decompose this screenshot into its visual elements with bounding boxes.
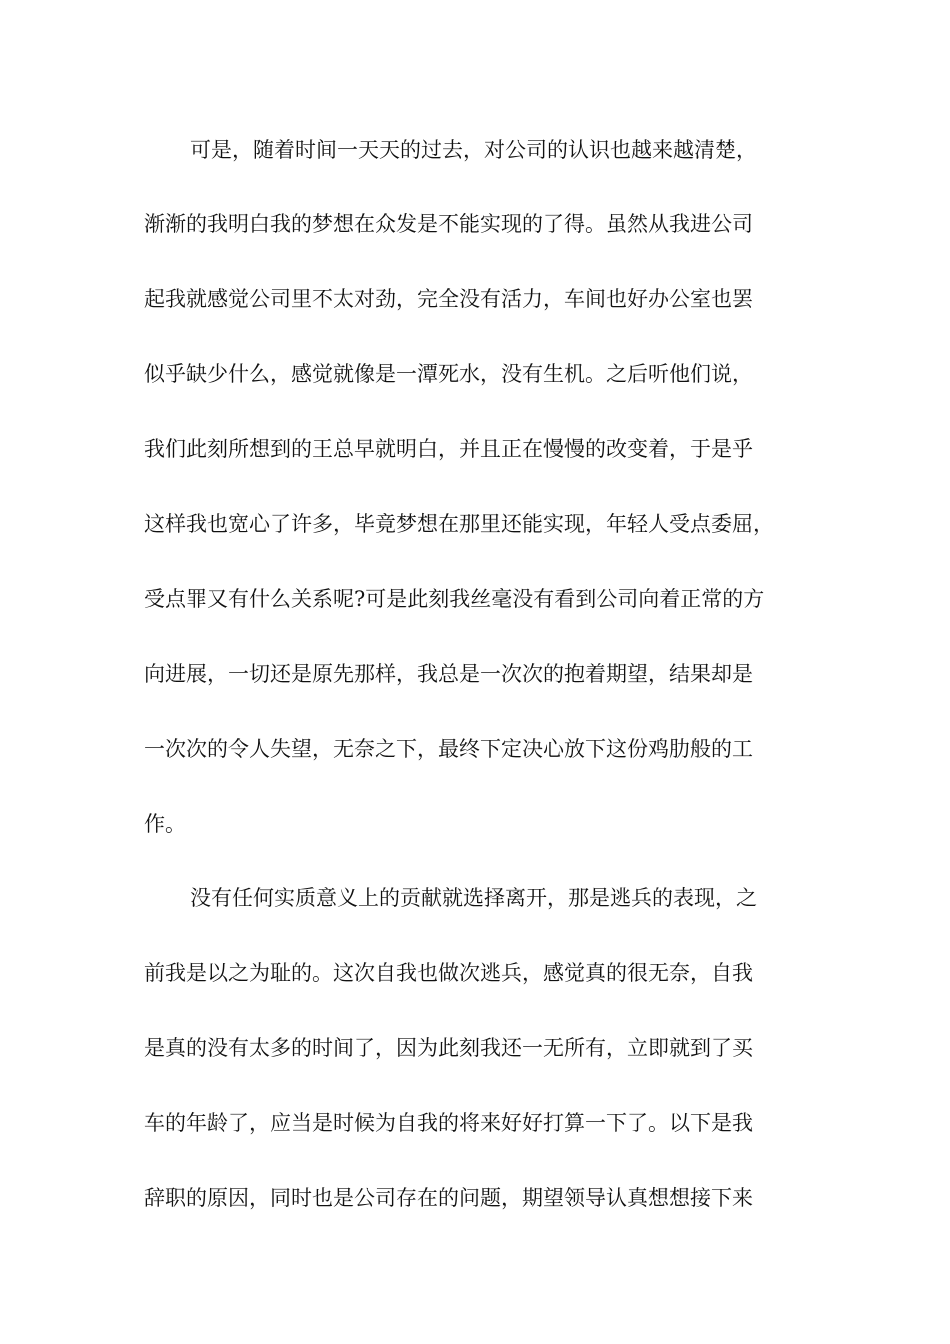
paragraph-1-line-1: 可是，随着时间一天天的过去，对公司的认识也越来越清楚， xyxy=(190,138,757,162)
paragraph-1-line-9: 一次次的令人失望，无奈之下，最终下定决心放下这份鸡肋般的工 xyxy=(144,737,753,761)
paragraph-1-line-2: 渐渐的我明白我的梦想在众发是不能实现的了得。虽然从我进公司 xyxy=(144,212,753,236)
paragraph-1-line-3: 起我就感觉公司里不太对劲，完全没有活力，车间也好办公室也罢 xyxy=(144,287,753,311)
paragraph-2-line-4: 车的年龄了，应当是时候为自我的将来好好打算一下了。以下是我 xyxy=(144,1111,753,1135)
paragraph-1-line-6: 这样我也宽心了许多，毕竟梦想在那里还能实现，年轻人受点委屈， xyxy=(144,512,774,536)
paragraph-2-line-1: 没有任何实质意义上的贡献就选择离开，那是逃兵的表现，之 xyxy=(190,886,757,910)
paragraph-1-line-8: 向进展，一切还是原先那样，我总是一次次的抱着期望，结果却是 xyxy=(144,662,753,686)
paragraph-1-line-5: 我们此刻所想到的王总早就明白，并且正在慢慢的改变着，于是乎 xyxy=(144,437,753,461)
paragraph-1-line-10: 作。 xyxy=(144,812,186,836)
paragraph-2-line-2: 前我是以之为耻的。这次自我也做次逃兵，感觉真的很无奈，自我 xyxy=(144,961,753,985)
paragraph-1-line-4: 似乎缺少什么，感觉就像是一潭死水，没有生机。之后听他们说， xyxy=(144,362,753,386)
paragraph-1-line-7: 受点罪又有什么关系呢?可是此刻我丝毫没有看到公司向着正常的方 xyxy=(144,587,765,611)
paragraph-2-line-3: 是真的没有太多的时间了，因为此刻我还一无所有，立即就到了买 xyxy=(144,1036,753,1060)
paragraph-2-line-5: 辞职的原因，同时也是公司存在的问题，期望领导认真想想接下来 xyxy=(144,1186,753,1210)
